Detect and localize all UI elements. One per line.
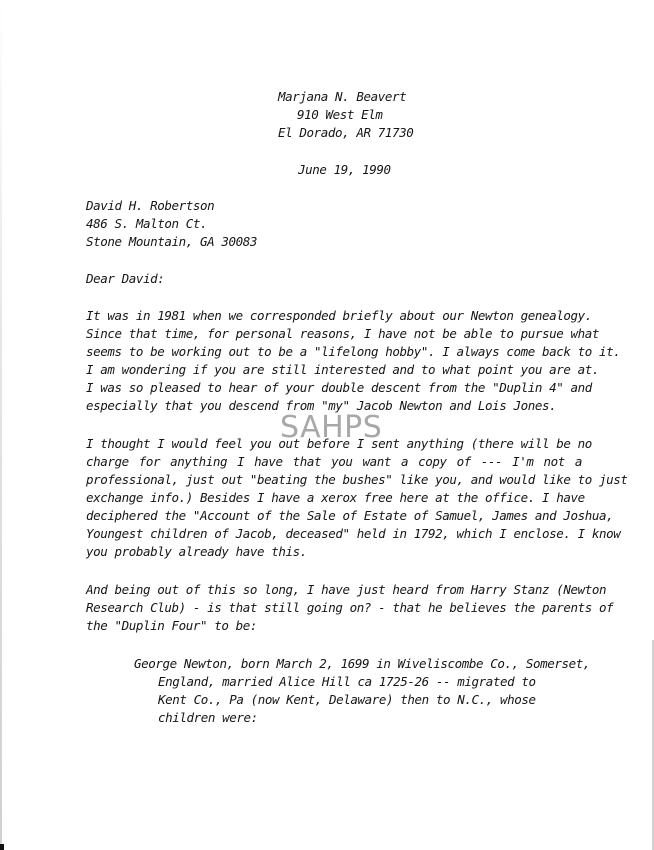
scan-edge-left xyxy=(0,0,2,850)
paragraph-line: Since that time, for personal reasons, I have not be able to pursue what xyxy=(86,326,600,341)
sender-street: 910 West Elm xyxy=(297,107,383,122)
paragraph-line: exchange info.) Besides I have a xerox free here at the office. I have xyxy=(86,490,585,505)
quote-line-1: George Newton, born March 2, 1699 in Wiveliscombe Co., Somerset, xyxy=(134,656,591,671)
watermark: SAHPS xyxy=(280,410,383,445)
recipient-city: Stone Mountain, GA 30083 xyxy=(86,234,258,249)
paragraph-line: especially that you descend from "my" Jacob Newton and Lois Jones. xyxy=(86,398,557,413)
recipient-street: 486 S. Malton Ct. xyxy=(86,216,208,231)
quote-line-4: children were: xyxy=(158,710,258,725)
paragraph-line: seems to be working out to be a "lifelong hobby". I always come back to it. xyxy=(86,344,621,359)
paragraph-line: you probably already have this. xyxy=(86,544,307,559)
paragraph-3 xyxy=(86,581,614,635)
recipient-name: David H. Robertson xyxy=(86,198,215,213)
paragraph-line: professional, just out "beating the bushes" like you, and would like to just xyxy=(86,472,628,487)
quote-line-3: Kent Co., Pa (now Kent, Delaware) then to N.C., whose xyxy=(158,692,536,707)
paragraph-line: Youngest children of Jacob, deceased" held in 1792, which I enclose. I know xyxy=(86,526,621,541)
paragraph-line: I was so pleased to hear of your double descent from the "Duplin 4" and xyxy=(86,380,592,395)
paragraph-line: And being out of this so long, I have just heard from Harry Stanz (Newton xyxy=(86,582,607,597)
paragraph-2 xyxy=(86,435,628,561)
scan-corner-mark xyxy=(0,844,4,850)
paragraph-line: I thought I would feel you out before I sent anything (there will be no xyxy=(86,436,592,451)
letter-date: June 19, 1990 xyxy=(298,162,391,177)
paragraph-line: I am wondering if you are still interested and to what point you are at. xyxy=(86,362,600,377)
sender-city: El Dorado, AR 71730 xyxy=(278,125,414,140)
paragraph-line: It was in 1981 when we corresponded briefly about our Newton genealogy. xyxy=(86,308,592,323)
paragraph-line: the "Duplin Four" to be: xyxy=(86,618,258,633)
paragraph-1 xyxy=(86,307,621,415)
quote-line-2: England, married Alice Hill ca 1725-26 -- migrated to xyxy=(158,674,536,689)
sender-name: Marjana N. Beavert xyxy=(278,89,407,104)
paragraph-line: Research Club) - is that still going on? - that he believes the parents of xyxy=(86,600,614,615)
paragraph-line: deciphered the "Account of the Sale of Estate of Samuel, James and Joshua, xyxy=(86,508,614,523)
paragraph-line: charge for anything I have that you want a copy of --- I'm not a xyxy=(86,454,582,469)
salutation: Dear David: xyxy=(86,271,165,286)
